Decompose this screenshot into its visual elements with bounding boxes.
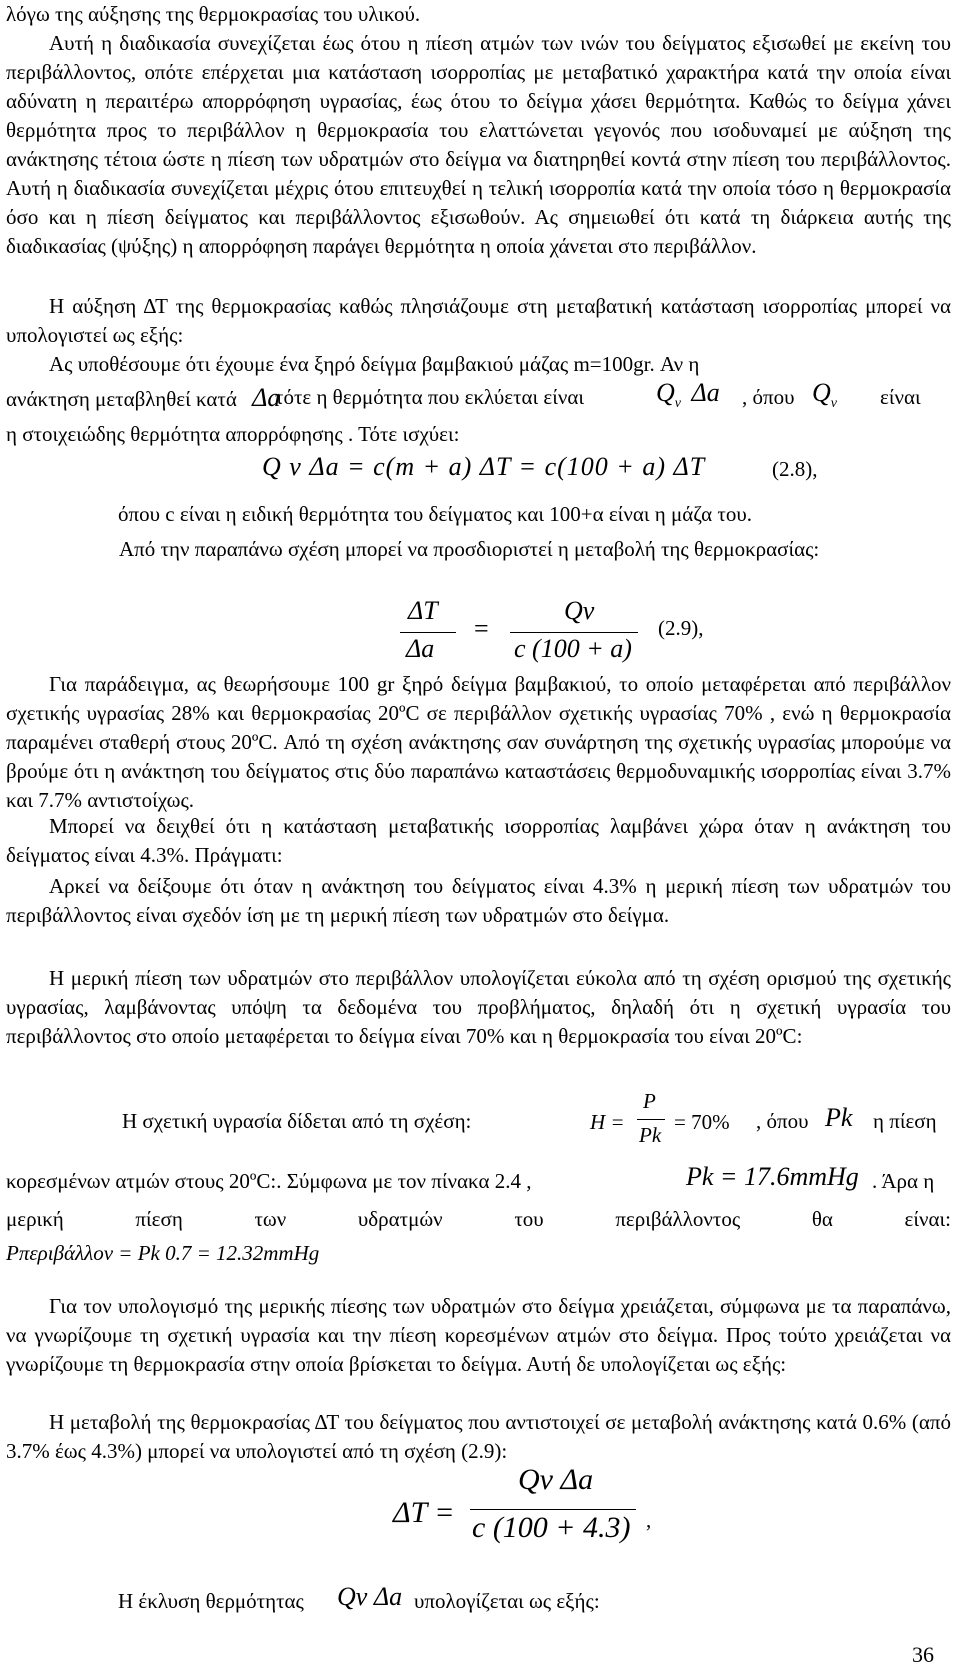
paragraph-3-line-3: η στοιχειώδης θερμότητα απορρόφησης . Τότε ισχύει: (6, 422, 460, 446)
paragraph-14: Η μεταβολή της θερμοκρασίας ΔΤ του δείγματος που αντιστοιχεί σε μεταβολή ανάκτησης κατά 0.6% (από 3.7% έως 4.3%) μπορεί να υπολογιστεί από τη σχέση (2.9): (6, 1410, 951, 1463)
fraction-bar (400, 632, 456, 633)
h-symbol: H = (590, 1110, 625, 1134)
paragraph-7: Μπορεί να δειχθεί ότι η κατάσταση μεταβατικής ισορροπίας λαμβάνει χώρα όταν η ανάκτηση του δείγματος είναι 4.3%. Πράγματι: (6, 814, 951, 867)
fraction-denominator: Δa (406, 634, 435, 663)
fraction-qv-c (510, 596, 650, 666)
paragraph-6: Για παράδειγμα, ας θεωρήσουμε 100 gr ξηρό δείγμα βαμβακιού, το οποίο μεταφέρεται από περιβάλλον σχετικής υγρασίας 28% και θερμοκρασίας 20ºC σε περιβάλλον σχετικής υγρασίας 70% , ενώ η θερμοκρασία παραμένει σταθερή στους 20ºC. Από τη σχέση ανάκτησης σαν συνάρτηση της σχετικής υγρασίας μπορούμε να βρούμε ότι η ανάκτηση του δείγματος στις δύο παραπάνω καταστάσεις θερμοδυναμικής ισορροπίας είναι 3.7% και 7.7% αντιστοίχως. (6, 672, 951, 812)
paragraph-13: Για τον υπολογισμό της μερικής πίεσης των υδρατμών στο δείγμα χρειάζεται, σύμφωνα με τα παραπάνω, να γνωρίζουμε τη σχετική υγρασία και την πίεση κορεσμένων ατμών στο δείγμα. Προς τούτο χρειάζεται να γνωρίζουμε τη θερμοκρασία στην οποία βρίσκεται το δείγμα. Αυτή δε υπολογίζεται ως εξής: (6, 1294, 951, 1376)
equals-sign: = (474, 614, 489, 643)
fraction-p-pk (637, 1087, 669, 1153)
text-fragment: , όπου (756, 1109, 809, 1133)
fraction-dt-da (400, 596, 460, 666)
fraction-denominator: c (100 + 4.3) (472, 1511, 631, 1544)
dt-lhs: ΔT = (393, 1496, 455, 1529)
text-fragment: , όπου (742, 385, 795, 409)
paragraph-5: Από την παραπάνω σχέση μπορεί να προσδιοριστεί η μεταβολή της θερμοκρασίας: (119, 537, 820, 561)
paragraph-1: Αυτή η διαδικασία συνεχίζεται έως ότου η πίεση ατμών των ινών του δείγματος εξισωθεί με εκείνη του περιβάλλοντος, οπότε επέρχεται μια κατάσταση ισορροπίας με μεταβατικό χαρακτήρα κατά την οποία είναι αδύνατη η περαιτέρω απορρόφηση υγρασίας, έως ότου το δείγμα χάσει θερμότητα. Καθώς το δείγμα χάνει θερμότητα προς το περιβάλλον η θερμοκρασία του ελαττώνεται γεγονός που ισοδυναμεί με αύξηση της ανάκτησης τέτοια ώστε η πίεση των υδρατμών στο δείγμα να διατηρηθεί κοντά στην πίεση του περιβάλλοντος. Αυτή η διαδικασία συνεχίζεται μέχρις ότου επιτευχθεί η τελική ισορροπία κατά την οποία τόσο η θερμοκρασία όσο και η πίεση δείγματος και περιβάλλοντος εξισωθούν. Ας σημειωθεί ότι κατά τη διάρκεια αυτής της διαδικασίας (ψύξης) η απορρόφηση παράγει θερμότητα η οποία χάνεται στο περιβάλλον. (6, 31, 951, 258)
text-fragment: . Άρα η (872, 1169, 935, 1193)
paragraph-3-line-1: Ας υποθέσουμε ότι έχουμε ένα ξηρό δείγμα βαμβακιού μάζας m=100gr. Αν η (49, 352, 700, 376)
text-fragment: η πίεση (873, 1109, 937, 1133)
text-fragment: τότε η θερμότητα που εκλύεται είναι (275, 385, 585, 409)
paragraph-3-line-2 (6, 383, 280, 414)
paragraph-9: Η μερική πίεση των υδρατμών στο περιβάλλον υπολογίζεται εύκολα από τη σχέση ορισμού της σχετικής υγρασίας, λαμβάνοντας υπόψη τα δεδομένα του προβλήματος, δηλαδή ότι η σχετική υγρασία του περιβάλλοντος στο οποίο μεταφέρεται το δείγμα είναι 70% και η θερμοκρασία του είναι 20ºC: (6, 966, 951, 1048)
text-fragment: Η σχετική υγρασία δίδεται από τη σχέση: (122, 1109, 472, 1133)
paragraph-12: μερική πίεση των υδρατμών του περιβάλλοντος θα είναι: (6, 1207, 951, 1231)
text-fragment: ανάκτηση μεταβληθεί κατά (6, 387, 237, 411)
qv-da-symbol: Qv Δa (337, 1582, 403, 1611)
pk-value: Pk = 17.6mmHg (686, 1162, 859, 1191)
text-fragment: υπολογίζεται ως εξής: (414, 1589, 600, 1613)
fraction-denominator: c (100 + a) (514, 634, 632, 663)
fraction-numerator: Qv Δa (518, 1463, 594, 1496)
p-environment-equation: Pπεριβάλλον = Pk 0.7 = 12.32mmHg (6, 1241, 320, 1265)
comma: , (646, 1508, 652, 1532)
fraction-bar (510, 632, 638, 633)
equation-2-8: Q v Δa = c(m + a) ΔT = c(100 + a) ΔT (262, 452, 706, 481)
equation-number: (2.8), (772, 457, 818, 481)
fraction-numerator: P (643, 1089, 656, 1113)
paragraph-8: Αρκεί να δείξουμε ότι όταν η ανάκτηση του δείγματος είναι 4.3% η μερική πίεση των υδρατμών του περιβάλλοντος είναι σχεδόν ίση με τη μερική πίεση των υδρατμών στο δείγμα. (6, 874, 951, 927)
fraction-dt (470, 1465, 640, 1555)
qv-symbol: $Q_v$ (812, 378, 837, 412)
paragraph-2: Η αύξηση ΔΤ της θερμοκρασίας καθώς πλησιάζουμε στη μεταβατική κατάσταση ισορροπίας μπορεί να υπολογιστεί ως εξής: (6, 294, 951, 347)
text-fragment: κορεσμένων ατμών στους 20ºC:. Σύμφωνα με τον πίνακα 2.4 , (6, 1169, 532, 1193)
text-fragment: είναι (880, 385, 921, 409)
pk-symbol: Pk (825, 1103, 853, 1132)
fraction-denominator: Pk (639, 1123, 662, 1147)
page-number: 36 (912, 1642, 934, 1667)
paragraph-4: όπου c είναι η ειδική θερμότητα του δείγματος και 100+α είναι η μάζα του. (118, 502, 752, 526)
qv-symbol: $Q_v$ Δa (656, 378, 720, 412)
fraction-bar (637, 1119, 665, 1120)
fraction-numerator: Qv (564, 596, 595, 625)
h-rhs: = 70% (674, 1110, 730, 1134)
delta-a-symbol: Δa (252, 383, 281, 412)
fraction-numerator: ΔT (408, 596, 438, 625)
fraction-bar (470, 1509, 636, 1510)
paragraph-0: λόγω της αύξησης της θερμοκρασίας του υλικού. (6, 2, 421, 26)
text-fragment: Η έκλυση θερμότητας (118, 1589, 304, 1613)
equation-number: (2.9), (658, 616, 704, 640)
